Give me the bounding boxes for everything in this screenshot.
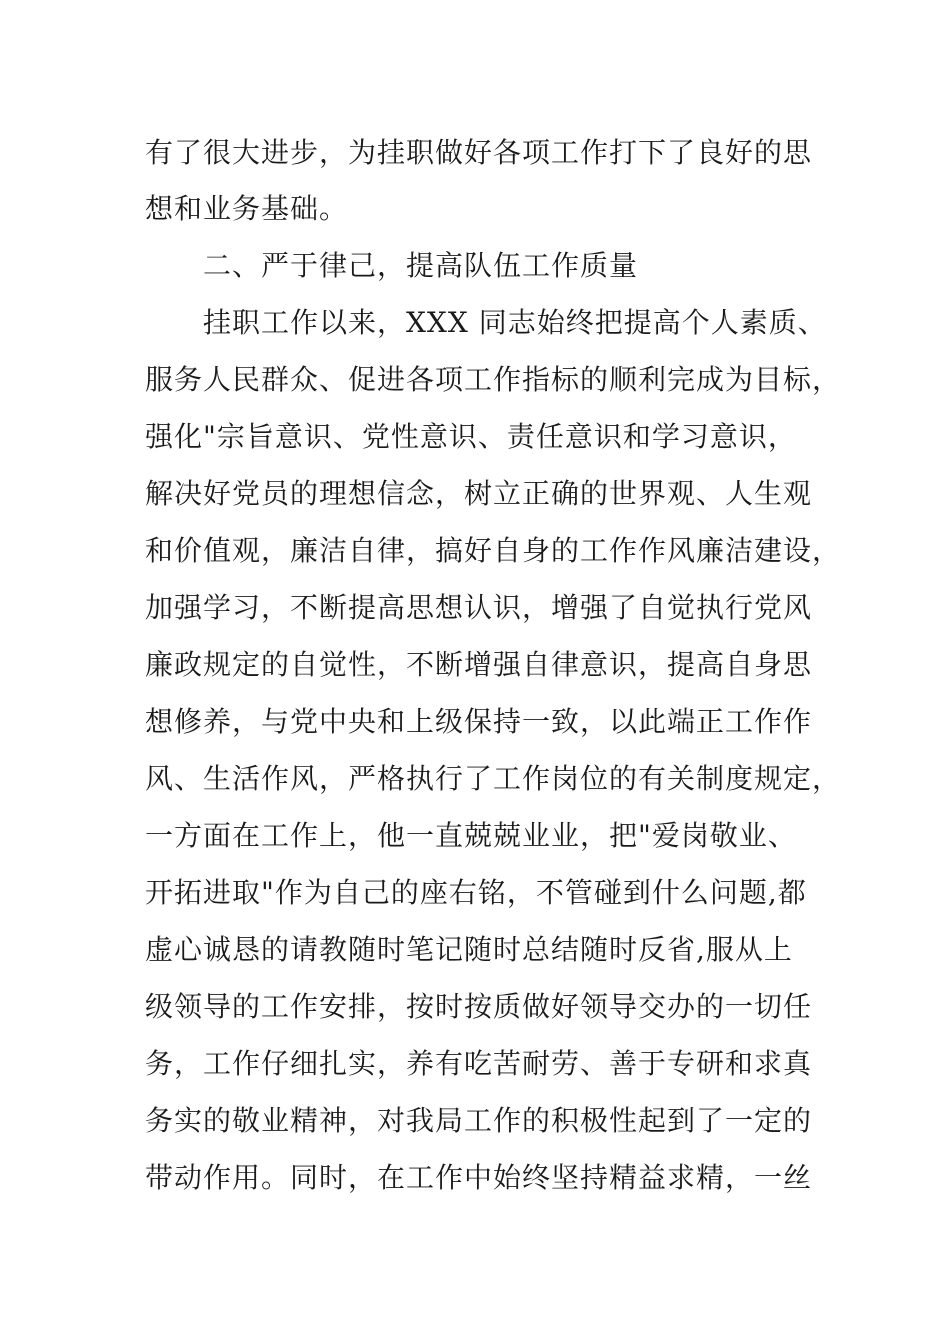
text-line: 加强学习，不断提高思想认识，增强了自觉执行党风 — [145, 591, 813, 624]
text-line: 一方面在工作上，他一直兢兢业业，把"爱岗敬业、 — [145, 819, 797, 852]
text-line: 有了很大进步，为挂职做好各项工作打下了良好的思 — [145, 136, 813, 169]
text-line: 务实的敬业精神，对我局工作的积极性起到了一定的 — [145, 1104, 813, 1137]
section-heading: 二、严于律己，提高队伍工作质量 — [203, 249, 639, 282]
text-line: 挂职工作以来，XXX 同志始终把提高个人素质、 — [203, 306, 827, 339]
text-line: 和价值观，廉洁自律，搞好自身的工作作风廉洁建设， — [145, 534, 842, 567]
text-line: 想修养，与党中央和上级保持一致，以此端正工作作 — [145, 705, 813, 738]
text-line: 强化"宗旨意识、党性意识、责任意识和学习意识， — [145, 420, 797, 453]
text-line: 服务人民群众、促进各项工作指标的顺利完成为目标， — [145, 363, 842, 396]
text-line: 解决好党员的理想信念，树立正确的世界观、人生观 — [145, 477, 813, 510]
text-line: 风、生活作风，严格执行了工作岗位的有关制度规定， — [145, 762, 842, 795]
text-line: 务，工作仔细扎实，养有吃苦耐劳、善于专研和求真 — [145, 1047, 813, 1080]
text-line: 带动作用。同时，在工作中始终坚持精益求精，一丝 — [145, 1161, 813, 1194]
text-line: 廉政规定的自觉性，不断增强自律意识，提高自身思 — [145, 648, 813, 681]
text-line: 虚心诚恳的请教随时笔记随时总结随时反省,服从上 — [145, 933, 793, 966]
text-line: 开拓进取"作为自己的座右铭，不管碰到什么问题,都 — [145, 876, 807, 909]
text-line: 想和业务基础。 — [145, 192, 349, 225]
text-line: 级领导的工作安排，按时按质做好领导交办的一切任 — [145, 990, 813, 1023]
